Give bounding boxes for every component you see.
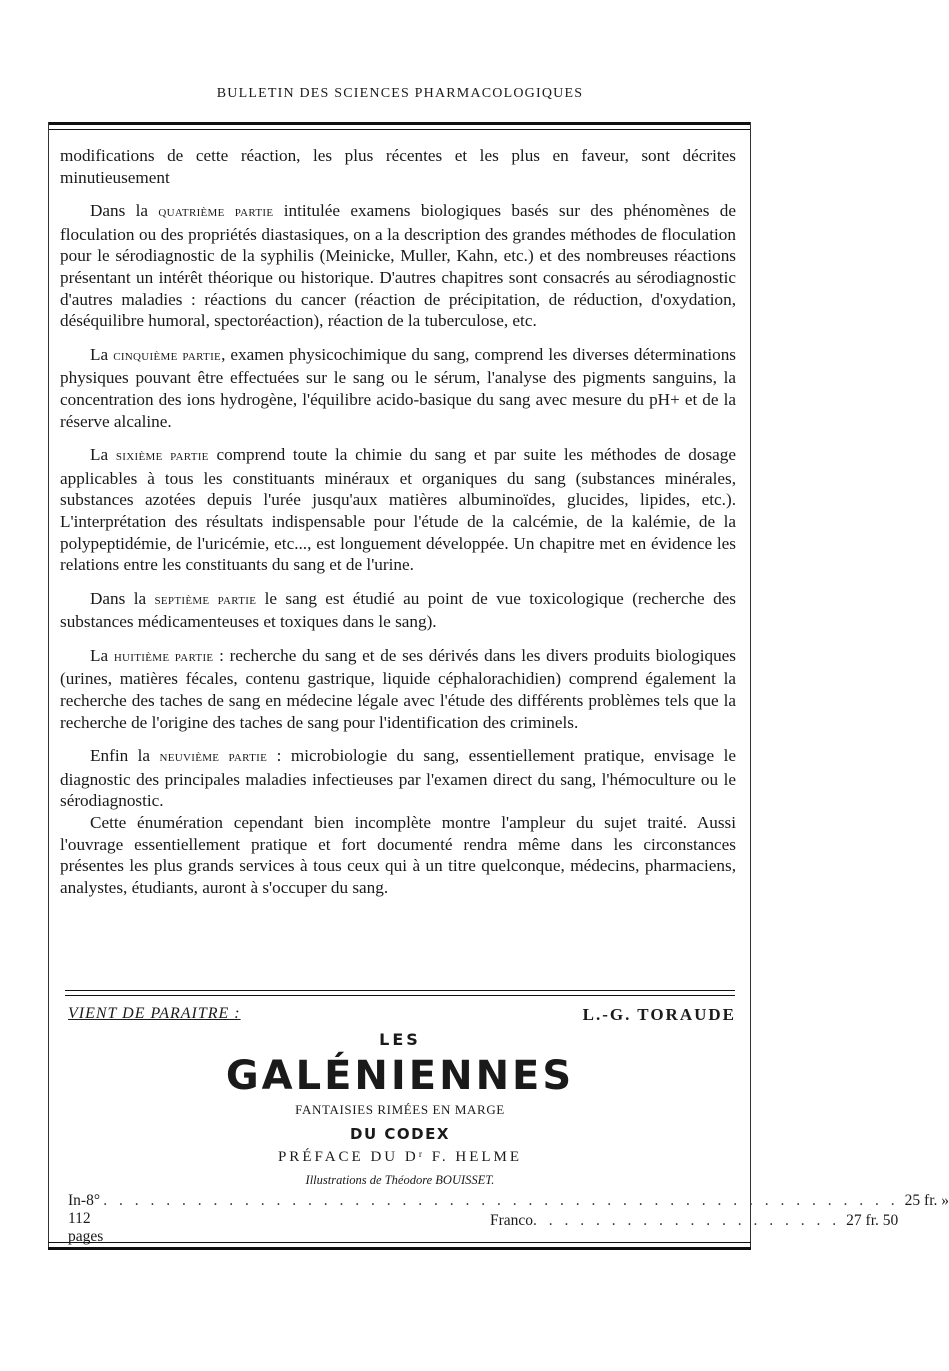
paragraph-6-lead: La	[90, 645, 114, 665]
paragraph-4	[60, 444, 736, 576]
price-row-book-price: 25 fr. »	[904, 1192, 949, 1209]
leader-dots: . . . . . . . . . . . . . . . . . . . . . . . . . . . . . . . . . . . . . . . . . . . . . . . . . . .	[103, 1192, 899, 1209]
leader-dots: . . . . . . . . . . . . . . . . . . . .	[533, 1212, 841, 1229]
running-header: BULLETIN DES SCIENCES PHARMACOLOGIQUES	[216, 86, 584, 101]
paragraph-3-text: , examen physicochimique du sang, comprend les diverses déterminations physiques pouvant être effectuées sur le sang ou le sérum, l'analyse des pigments sanguins, la concentration des ions hydrogène, l'équilibre acido-basique du sang avec mesure du pH+ et de la réserve alcaline.	[60, 344, 736, 431]
top-rule-thin	[48, 129, 751, 130]
paragraph-2-text: intitulée examens biologiques basés sur des phénomènes de floculation ou des propriétés diastasiques, on a la description des grandes méthodes de floculation pour le sérodiagnostic de la syphilis (Meinicke, Muller, Kahn, etc.) et des nombreuses réactions présentant un intérêt théorique ou historique. D'autres chapitres sont consacrés au sérodiagnostic d'autres maladies : réactions du cancer (réaction de précipitation, de réduction, d'oxydation, déséquilibre humoral, spectoréaction), réaction de la tuberculose, etc.	[60, 201, 736, 331]
paragraph-1: modifications de cette réaction, les plus récentes et les plus en faveur, sont décrites minutieusement	[60, 146, 736, 187]
paragraph-3	[60, 344, 736, 432]
paragraph-4-text: comprend toute la chimie du sang et par suite les méthodes de dosage applicables à tous les constituants minéraux et organiques du sang (substances minérales, substances azotées depuis l'urée jusqu'aux matières albuminoïdes, glucides, lipides, etc.). L'interprétation des résultats indispensable pour l'étude de la calcémie, de la kalémie, de la polypeptidémie, de l'uricémie, etc..., est longuement développée. Un chapitre met en évidence les relations entre les constituants du sang et de l'urine.	[60, 445, 736, 575]
advert-author: L.-G. TORAUDE	[582, 1005, 736, 1024]
bottom-rule-thin	[48, 1242, 751, 1243]
paragraph-2-lead: Dans la	[90, 201, 159, 221]
top-rule-thick	[48, 122, 751, 125]
paragraph-6	[60, 645, 736, 733]
part-label-fifth: cinquième partie	[113, 347, 222, 364]
paragraph-6-text: : recherche du sang et de ses dérivés dans les divers produits biologiques (urines, matières fécales, contenu gastrique, liquide céphalorachidien) comprend également la recherche des taches de sang en médecine légale avec l'étude des différents problèmes tels que la recherche de l'origine des taches de sang pour l'identification des criminels.	[60, 645, 736, 732]
paragraph-7-text: : microbiologie du sang, essentiellement pratique, envisage le diagnostic des principales maladies infectieuses par l'examen direct du sang, l'hémoculture ou le sérodiagnostic.	[60, 746, 736, 811]
advert-subtitle-codex: DU CODEX	[350, 1125, 450, 1143]
bottom-rule-thick	[48, 1247, 751, 1250]
advert-illustrations: Illustrations de Théodore BOUISSET.	[305, 1173, 495, 1187]
advert-book-title: GALÉNIENNES	[225, 1053, 575, 1099]
paragraph-8: Cette énumération cependant bien incomplète montre l'ampleur du sujet traité. Aussi l'ouvrage essentiellement pratique et fort documenté rendra même dans les circonstances présentes les plus grands services à tous ceux qui à un titre quelconque, médecins, pharmaciens, analystes, étudiants, auront à s'occuper du sang.	[60, 813, 736, 897]
part-label-sixth: sixième partie	[115, 448, 209, 465]
price-row-book-label: In-8° 112 pages	[68, 1192, 104, 1245]
paragraph-3-lead: La	[90, 344, 114, 364]
advert-title-article: LES	[379, 1030, 421, 1049]
paragraph-5-text: le sang est étudié au point de vue toxicologique (recherche des substances médicamenteuses et toxiques dans le sang).	[60, 588, 736, 632]
paragraph-2	[60, 200, 736, 332]
paragraph-4-lead: La	[90, 445, 116, 465]
price-row-franco-label: Franco	[490, 1212, 534, 1229]
review-body	[60, 145, 736, 910]
paragraph-7	[60, 745, 736, 812]
advert-subtitle: FANTAISIES RIMÉES EN MARGE	[295, 1102, 505, 1117]
advert-preface: PRÉFACE DU Dʳ F. HELME	[277, 1149, 523, 1165]
part-label-ninth: neuvième partie	[159, 749, 268, 766]
price-row-franco	[490, 1212, 899, 1230]
part-label-seventh: septième partie	[154, 591, 257, 608]
part-label-eighth: huitième partie	[113, 648, 214, 665]
advert-rule-top	[65, 990, 735, 991]
paragraph-5	[60, 588, 736, 633]
paragraph-7-lead: Enfin la	[90, 746, 160, 766]
price-row-franco-price: 27 fr. 50	[846, 1212, 899, 1229]
paragraph-5-lead: Dans la	[90, 588, 155, 608]
advert-rule-top-2	[65, 995, 735, 996]
part-label-fourth: quatrième partie	[158, 204, 274, 221]
advert-new-release-label: VIENT DE PARAITRE :	[68, 1005, 241, 1022]
